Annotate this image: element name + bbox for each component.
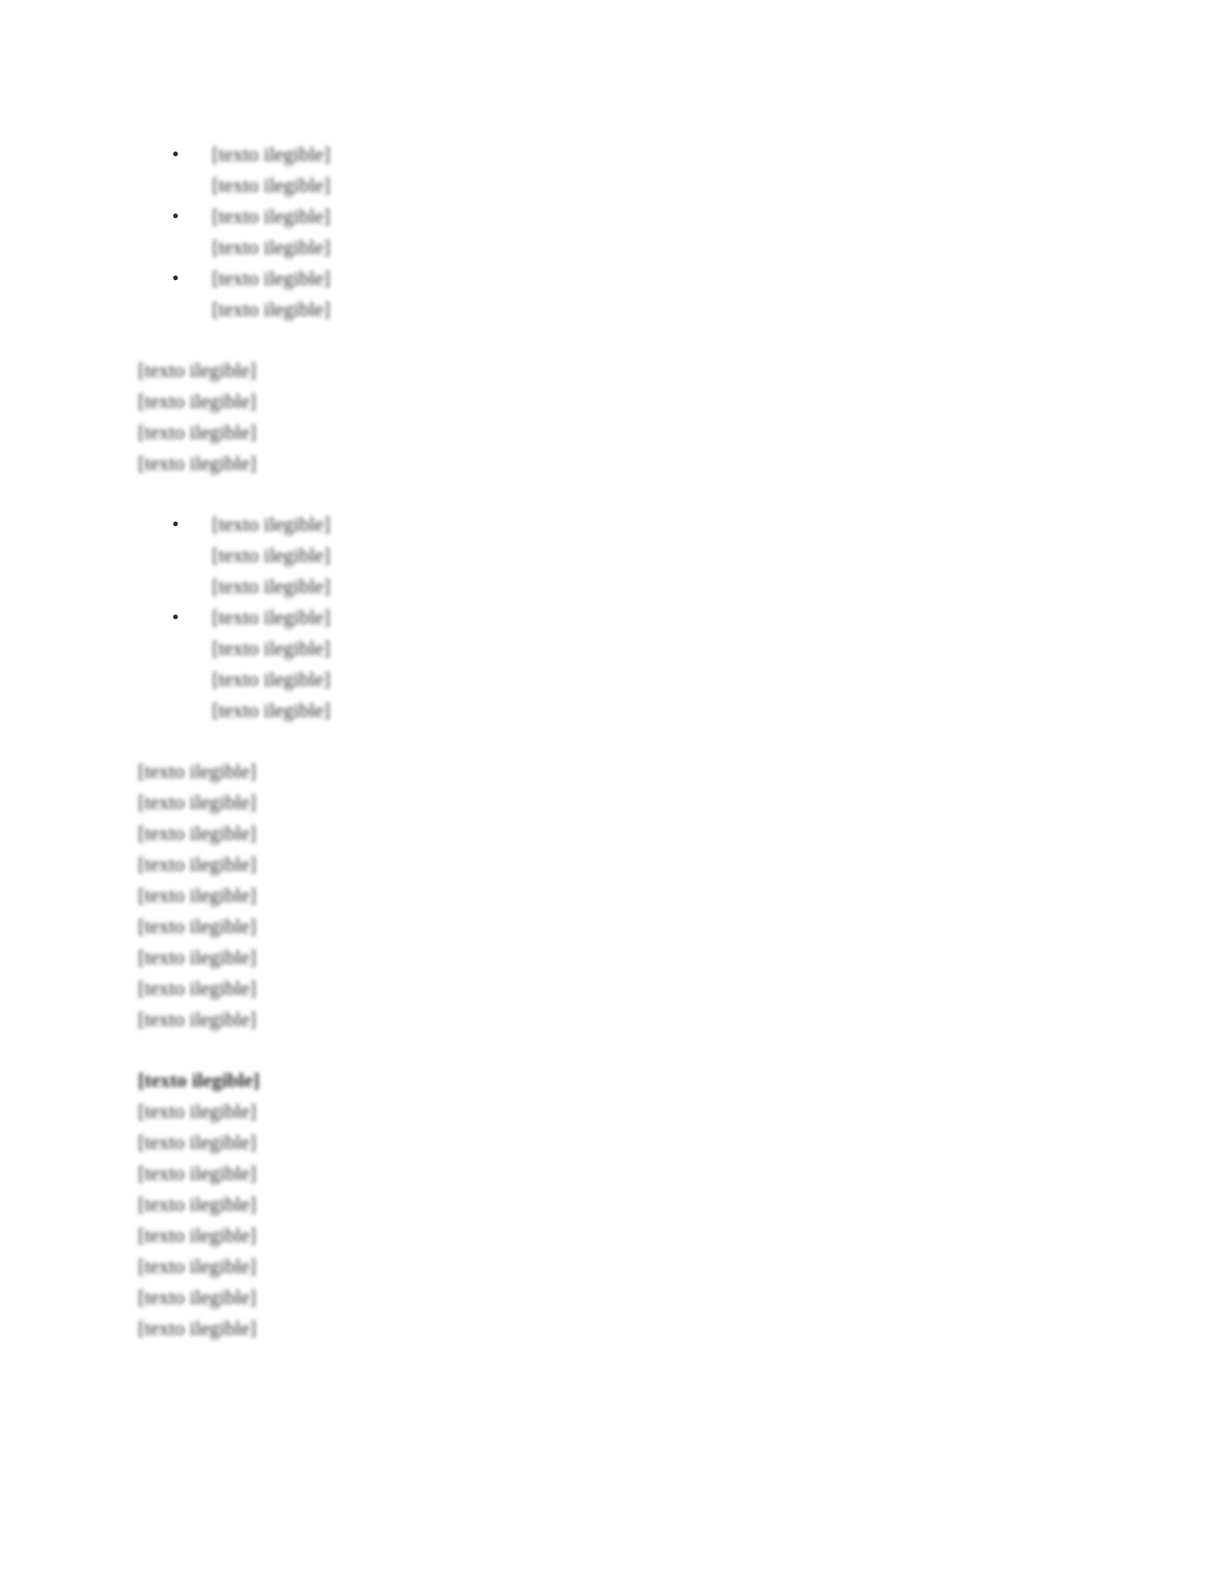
list-item-line: [texto ilegible]	[212, 144, 331, 166]
list-item-line: [texto ilegible]	[212, 237, 331, 259]
paragraph-line: [texto ilegible]	[138, 453, 257, 475]
paragraph	[138, 1097, 1072, 1345]
paragraph-line: [texto ilegible]	[138, 1132, 257, 1154]
paragraph-line: [texto ilegible]	[138, 761, 257, 783]
bullet-icon: •	[172, 144, 180, 166]
paragraph-line: [texto ilegible]	[138, 823, 257, 845]
list-item-line: [texto ilegible]	[212, 607, 331, 629]
list-item-line: [texto ilegible]	[212, 514, 331, 536]
list-item-line: [texto ilegible]	[212, 175, 331, 197]
list-item	[138, 140, 1072, 202]
list-item-line: [texto ilegible]	[212, 545, 331, 567]
bullet-list-2	[138, 510, 1072, 727]
paragraph-line: [texto ilegible]	[138, 1163, 257, 1185]
paragraph-line: [texto ilegible]	[138, 854, 257, 876]
paragraph-line: [texto ilegible]	[138, 1101, 257, 1123]
paragraph-line: [texto ilegible]	[138, 1256, 257, 1278]
bullet-icon: •	[172, 268, 180, 290]
paragraph-line: [texto ilegible]	[138, 1009, 257, 1031]
list-item-line: [texto ilegible]	[212, 299, 331, 321]
list-item-line: [texto ilegible]	[212, 268, 331, 290]
paragraph-line: [texto ilegible]	[138, 978, 257, 1000]
paragraph-line: [texto ilegible]	[138, 1287, 257, 1309]
list-item-line: [texto ilegible]	[212, 576, 331, 598]
paragraph-line: [texto ilegible]	[138, 360, 257, 382]
paragraph	[138, 356, 1072, 480]
document-body	[138, 140, 1072, 1345]
list-item-line: [texto ilegible]	[212, 700, 331, 722]
paragraph-line: [texto ilegible]	[138, 1225, 257, 1247]
paragraph-line: [texto ilegible]	[138, 391, 257, 413]
section-heading: [texto ilegible]	[138, 1070, 260, 1092]
bullet-icon: •	[172, 607, 180, 629]
list-item-line: [texto ilegible]	[212, 669, 331, 691]
paragraph-line: [texto ilegible]	[138, 947, 257, 969]
paragraph-line: [texto ilegible]	[138, 1318, 257, 1340]
paragraph-line: [texto ilegible]	[138, 1194, 257, 1216]
bullet-icon: •	[172, 206, 180, 228]
paragraph-line: [texto ilegible]	[138, 792, 257, 814]
list-item-line: [texto ilegible]	[212, 206, 331, 228]
list-item-line: [texto ilegible]	[212, 638, 331, 660]
paragraph-line: [texto ilegible]	[138, 422, 257, 444]
list-item	[138, 202, 1072, 264]
paragraph-line: [texto ilegible]	[138, 885, 257, 907]
bullet-icon: •	[172, 514, 180, 536]
list-item	[138, 264, 1072, 326]
paragraph	[138, 757, 1072, 1036]
bullet-list-1	[138, 140, 1072, 326]
list-item	[138, 603, 1072, 727]
list-item	[138, 510, 1072, 603]
paragraph-line: [texto ilegible]	[138, 916, 257, 938]
